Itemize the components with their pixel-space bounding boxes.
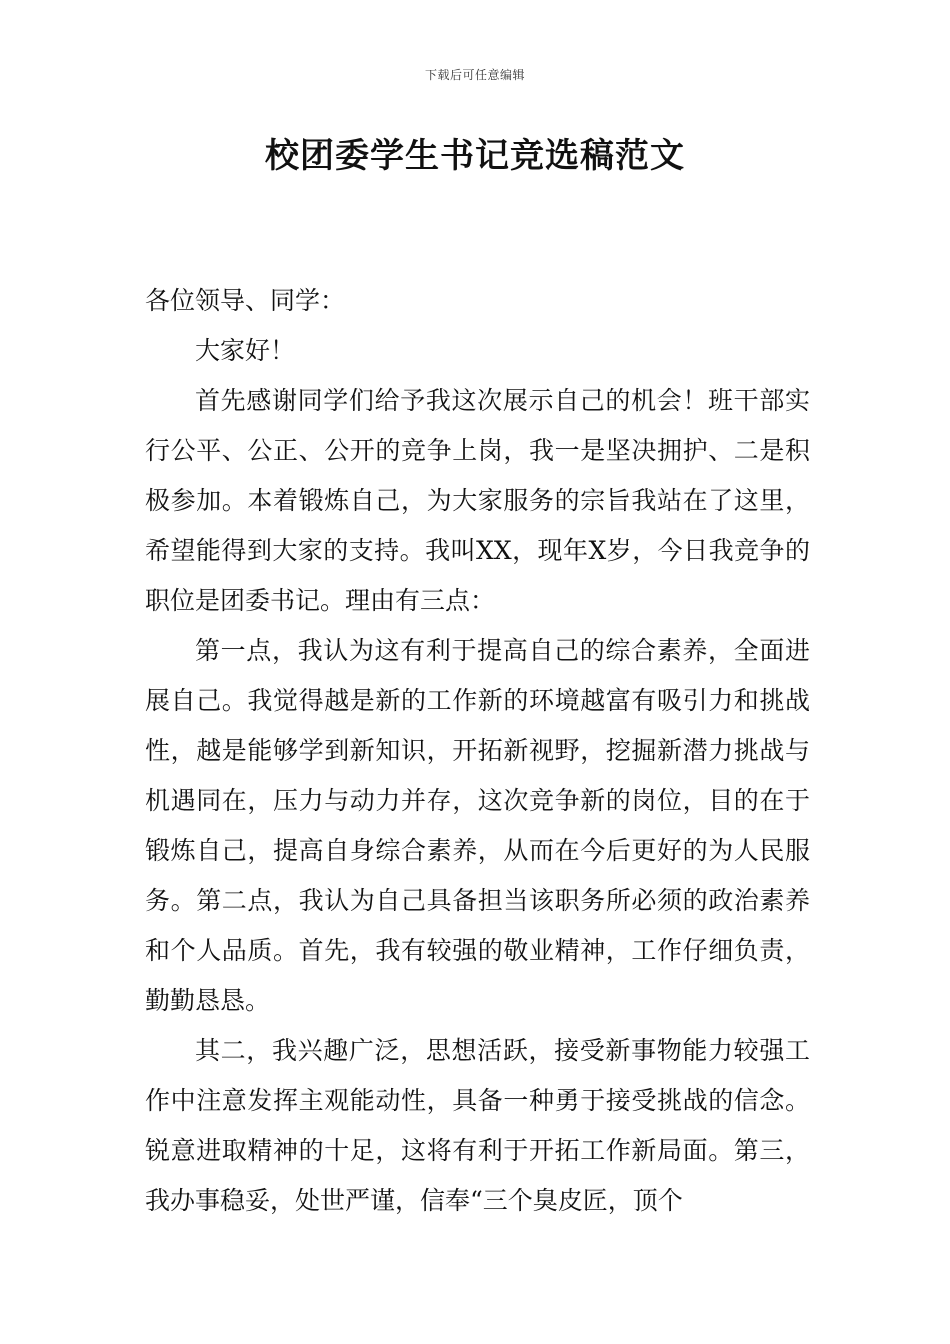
document-body bbox=[145, 276, 810, 1226]
paragraph-second-aspect: 其二，我兴趣广泛，思想活跃，接受新事物能力较强工作中注意发挥主观能动性，具备一种勇于接受挑战的信念。锐意进取精神的十足，这将有利于开拓工作新局面。第三，我办事稳妥，处世严谨，信奉“三个臭皮匠，顶个 bbox=[145, 1036, 810, 1215]
paragraph-intro: 首先感谢同学们给予我这次展示自己的机会！班干部实行公平、公正、公开的竞争上岗，我一是坚决拥护、二是积极参加。本着锻炼自己，为大家服务的宗旨我站在了这里，希望能得到大家的支持。我叫XX，现年X岁，今日我竞争的职位是团委书记。理由有三点： bbox=[145, 386, 810, 615]
paragraph-first-point: 第一点，我认为这有利于提高自己的综合素养，全面进展自己。我觉得越是新的工作新的环境越富有吸引力和挑战性，越是能够学到新知识，开拓新视野，挖掘新潜力挑战与机遇同在，压力与动力并存，这次竞争新的岗位，目的在于锻炼自己，提高自身综合素养，从而在今后更好的为人民服务。第二点，我认为自己具备担当该职务所必须的政治素养和个人品质。首先，我有较强的敬业精神，工作仔细负责，勤勤恳恳。 bbox=[145, 636, 810, 1015]
document-title: 校团委学生书记竞选稿范文 bbox=[265, 136, 685, 176]
salutation: 各位领导、同学： bbox=[145, 286, 346, 315]
header-note: 下载后可任意编辑 bbox=[424, 68, 525, 82]
paragraph-greeting: 大家好！ bbox=[195, 336, 296, 365]
